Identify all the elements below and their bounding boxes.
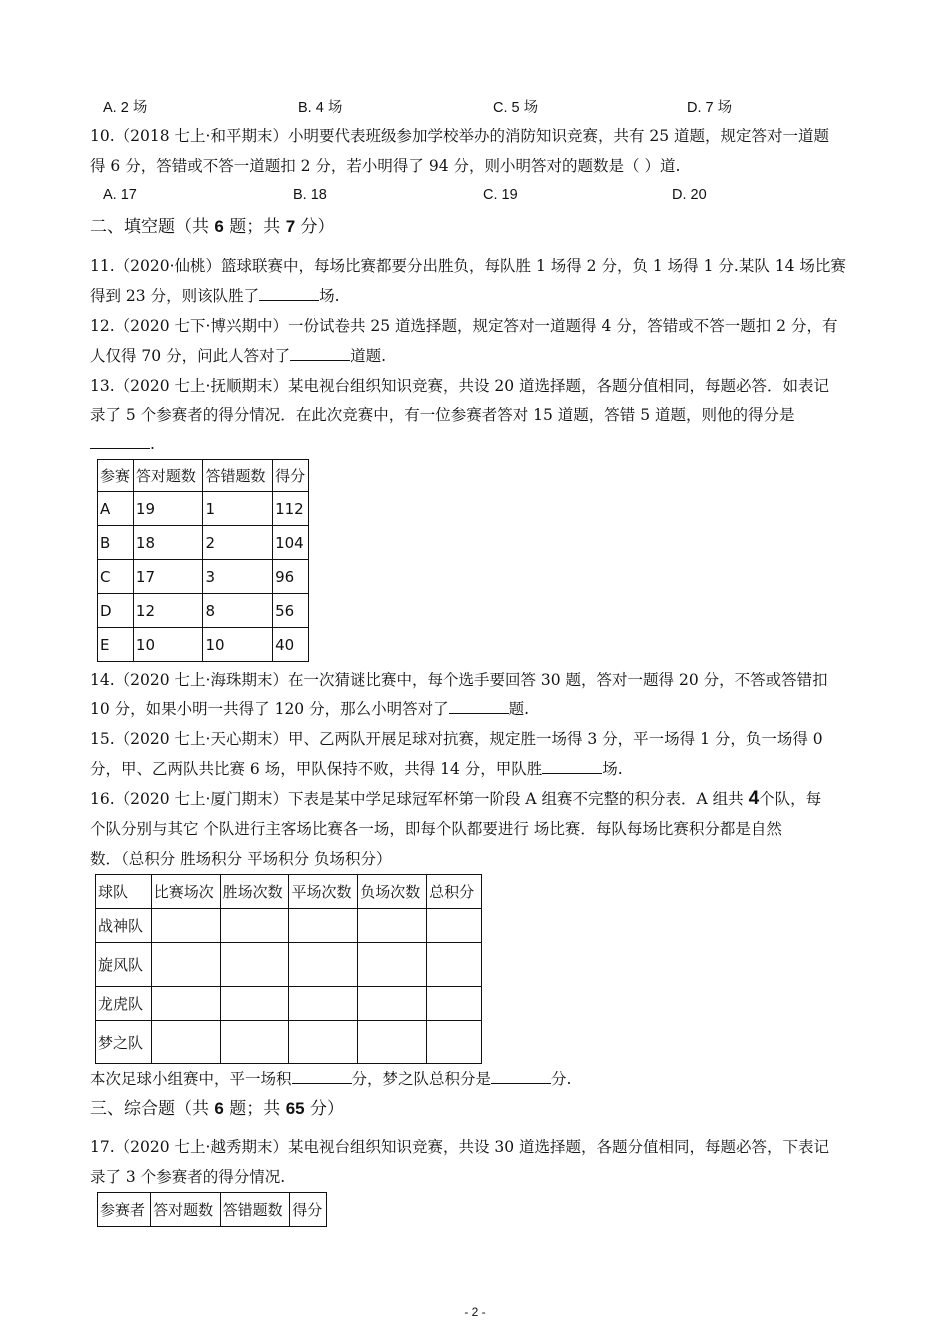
q10-option-d: D. 20 [672,187,707,203]
q13-line2: 录了 5 个参赛者的得分情况．在此次竞赛中，有一位参赛者答对 15 道题，答错 5 道题，则他的得分是 [90,406,795,424]
q11-line1: 11.（2020·仙桃）篮球联赛中，每场比赛都要分出胜负，每队胜 1 场得 2 分，负 1 场得 1 分.某队 14 场比赛 [90,257,846,275]
header-cell: 比赛场次 [151,875,220,909]
header-cell: 球队 [96,875,152,909]
table-cell: 112 [273,492,309,526]
table-cell: 8 [203,594,273,628]
table-header-row [98,460,309,492]
q16-line2: 个队分别与其它 个队进行主客场比赛各一场，即每个队都要进行 场比赛．每队每场比赛积分都是自然 [90,820,782,838]
empty-cell[interactable] [289,943,358,987]
table-row [96,987,482,1021]
header-cell: 答对题数 [133,460,203,492]
q10-option-a: A. 17 [103,187,137,203]
table-row [96,1021,482,1064]
empty-cell[interactable] [220,1021,289,1064]
empty-cell[interactable] [151,1021,220,1064]
table-cell: 2 [203,526,273,560]
q17-score-table [97,1192,327,1227]
empty-cell[interactable] [151,987,220,1021]
q16-total-points-blank[interactable] [491,1069,551,1084]
table-cell: 104 [273,526,309,560]
table-cell: 40 [273,628,309,662]
q13-line3: . [90,434,155,454]
table-cell: A [98,492,134,526]
q15-line1: 15.（2020 七上·天心期末）甲、乙两队开展足球对抗赛，规定胜一场得 3 分，平一场得 1 分，负一场得 0 [90,730,823,748]
table-row [98,594,309,628]
table-cell: 10 [133,628,203,662]
table-cell: C [98,560,134,594]
section-heading-fill-in: 二、填空题（共 6 题；共 7 分） [90,217,335,237]
empty-cell[interactable] [358,943,427,987]
q11-line2: 得到 23 分，则该队胜了 场. [90,287,340,305]
q14-line1: 14.（2020 七上·海珠期末）在一次猜谜比赛中，每个选手要回答 30 题，答对一题得 20 分，不答或答错扣 [90,671,828,689]
q10-line1: 10.（2018 七上·和平期末）小明要代表班级参加学校举办的消防知识竞赛，共有 25 道题，规定答对一道题 [90,127,830,145]
table-cell: B [98,526,134,560]
table-cell: 12 [133,594,203,628]
header-cell: 答对题数 [151,1193,221,1227]
empty-cell[interactable] [358,1021,427,1064]
q9-option-d: D. 7 场 [687,100,733,116]
table-cell: 96 [273,560,309,594]
table-row [98,560,309,594]
q9-option-c: C. 5 场 [493,100,539,116]
header-cell: 参赛 [98,460,134,492]
q13-score-table [97,459,309,662]
empty-cell[interactable] [289,1021,358,1064]
q17-line1: 17.（2020 七上·越秀期末）某电视台组织知识竞赛，共设 30 道选择题，各题分值相同，每题必答，下表记 [90,1138,830,1156]
table-cell: D [98,594,134,628]
header-cell: 答错题数 [220,1193,290,1227]
table-row [98,526,309,560]
q16-answer-line: 本次足球小组赛中，平一场积 分，梦之队总积分是 分. [90,1070,572,1088]
q12-answer-blank[interactable] [290,346,350,361]
team-name-cell: 战神队 [96,909,152,943]
header-cell: 得分 [290,1193,327,1227]
header-cell: 得分 [273,460,309,492]
section-heading-comprehensive: 三、综合题（共 6 题；共 65 分） [90,1099,345,1119]
q12-line1: 12.（2020 七下·博兴期中）一份试卷共 25 道选择题，规定答对一道题得 4 分，答错或不答一题扣 2 分，有 [90,317,838,335]
empty-cell[interactable] [358,909,427,943]
table-cell: 18 [133,526,203,560]
table-cell: 1 [203,492,273,526]
q16-line3: 数．（总积分 胜场积分 平场积分 负场积分） [90,850,392,868]
empty-cell[interactable] [427,1021,482,1064]
q9-option-b: B. 4 场 [298,100,343,116]
team-name-cell: 梦之队 [96,1021,152,1064]
header-cell: 平场次数 [289,875,358,909]
team-name-cell: 龙虎队 [96,987,152,1021]
q11-answer-blank[interactable] [259,286,319,301]
table-cell: 10 [203,628,273,662]
q9-option-a: A. 2 场 [103,100,148,116]
q14-answer-blank[interactable] [449,699,509,714]
page-number: - 2 - [464,1305,486,1319]
table-cell: 19 [133,492,203,526]
empty-cell[interactable] [427,943,482,987]
q15-line2: 分，甲、乙两队共比赛 6 场，甲队保持不败，共得 14 分，甲队胜 场. [90,760,623,778]
q16-draw-points-blank[interactable] [292,1069,352,1084]
q12-line2: 人仅得 70 分，问此人答对了 道题. [90,347,387,365]
header-cell: 总积分 [427,875,482,909]
q10-option-b: B. 18 [293,187,327,203]
q15-answer-blank[interactable] [542,759,602,774]
empty-cell[interactable] [427,909,482,943]
empty-cell[interactable] [151,943,220,987]
q13-line1: 13.（2020 七上·抚顺期末）某电视台组织知识竞赛，共设 20 道选择题，各题分值相同，每题必答．如表记 [90,377,830,395]
q13-answer-blank[interactable] [90,434,150,449]
table-row [96,943,482,987]
header-cell: 答错题数 [203,460,273,492]
table-row [96,909,482,943]
table-row [98,492,309,526]
header-cell: 负场次数 [358,875,427,909]
header-cell: 胜场次数 [220,875,289,909]
empty-cell[interactable] [358,987,427,1021]
q10-line2: 得 6 分，答错或不答一道题扣 2 分，若小明得了 94 分，则小明答对的题数是（ ）道. [90,157,681,175]
empty-cell[interactable] [220,987,289,1021]
table-cell: 17 [133,560,203,594]
table-header-row [96,875,482,909]
empty-cell[interactable] [151,909,220,943]
table-cell: 56 [273,594,309,628]
team-name-cell: 旋风队 [96,943,152,987]
q16-line1: 16.（2020 七上·厦门期末）下表是某中学足球冠军杯第一阶段 A 组赛不完整的积分表．A 组共 4个队，每 [90,788,822,809]
q16-standings-table [95,874,482,1064]
empty-cell[interactable] [220,909,289,943]
table-cell: 3 [203,560,273,594]
table-header-row [98,1193,327,1227]
header-cell: 参赛者 [98,1193,151,1227]
q10-option-c: C. 19 [483,187,518,203]
table-row [98,628,309,662]
empty-cell[interactable] [427,987,482,1021]
empty-cell[interactable] [220,943,289,987]
empty-cell[interactable] [289,909,358,943]
q17-line2: 录了 3 个参赛者的得分情况. [90,1168,286,1186]
empty-cell[interactable] [289,987,358,1021]
q14-line2: 10 分，如果小明一共得了 120 分，那么小明答对了 题. [90,700,530,718]
table-cell: E [98,628,134,662]
